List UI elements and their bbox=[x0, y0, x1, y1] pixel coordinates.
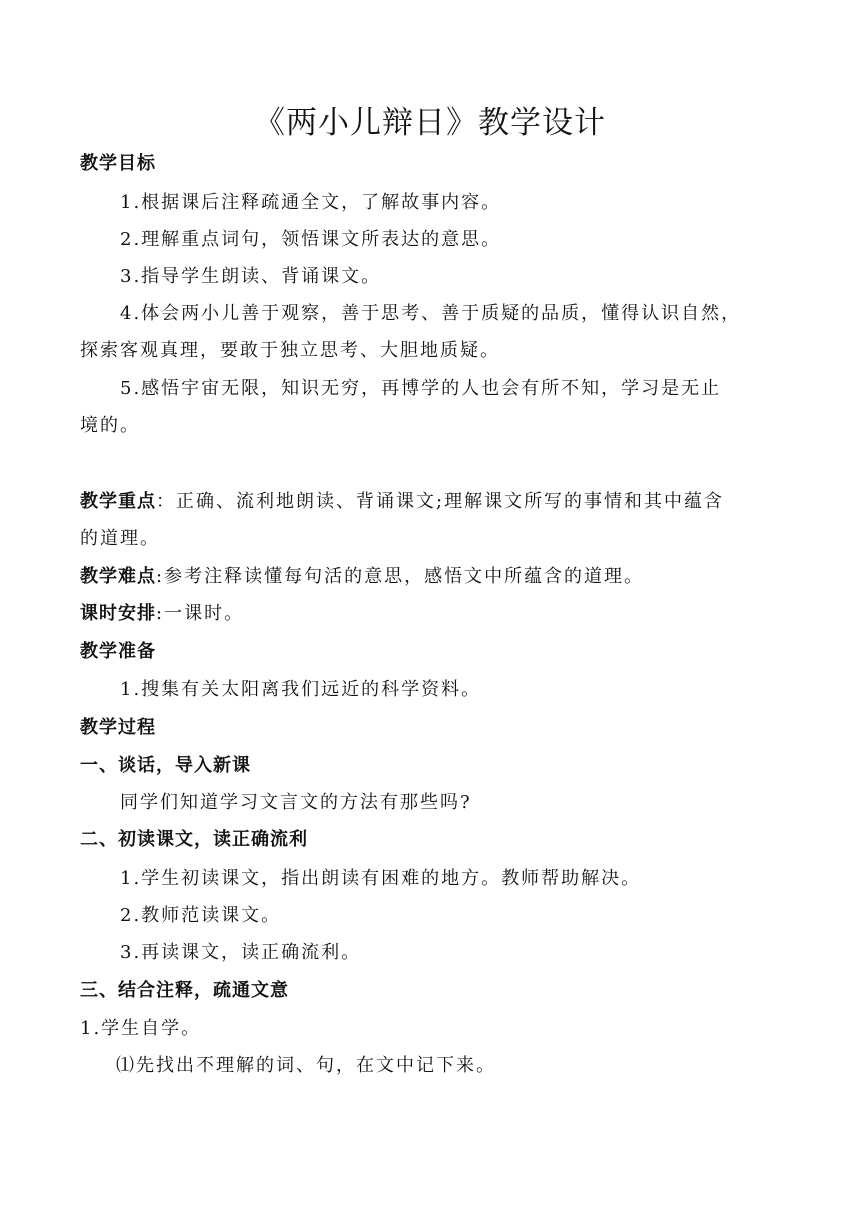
section-1-heading: 一、谈话，导入新课 bbox=[80, 755, 251, 776]
difficulties-text: :参考注释读懂每句活的意思，感悟文中所蕴含的道理。 bbox=[156, 566, 645, 587]
objective-item-3: 3.指导学生朗读、背诵课文。 bbox=[120, 266, 382, 287]
section-2-item-1: 1.学生初读课文，指出朗读有困难的地方。教师帮助解决。 bbox=[120, 868, 642, 889]
section-3-heading: 三、结合注释，疏通文意 bbox=[80, 980, 289, 1001]
objective-item-4-cont: 探索客观真理，要敢于独立思考、大胆地质疑。 bbox=[80, 340, 500, 361]
section-2-heading: 二、初读课文，读正确流利 bbox=[80, 829, 308, 850]
objective-item-4: 4.体会两小儿善于观察，善于思考、善于质疑的品质，懂得认识自然， bbox=[120, 303, 742, 324]
schedule-text: :一课时。 bbox=[156, 603, 245, 624]
preparation-heading: 教学准备 bbox=[80, 641, 156, 662]
key-points-label: 教学重点 bbox=[80, 491, 156, 512]
objective-item-5-cont: 境的。 bbox=[80, 415, 140, 436]
key-points-text: ：正确、流利地朗读、背诵课文;理解课文所写的事情和其中蕴含 bbox=[156, 491, 725, 512]
difficulties bbox=[80, 564, 790, 590]
document-title: 《两小儿辩日》教学设计 bbox=[254, 105, 606, 141]
schedule bbox=[80, 601, 790, 627]
objective-item-2: 2.理解重点词句，领悟课文所表达的意思。 bbox=[120, 229, 502, 250]
section-3-sub-1: ⑴先找出不理解的词、句，在文中记下来。 bbox=[116, 1055, 496, 1076]
key-points bbox=[80, 489, 790, 515]
section-1-text: 同学们知道学习文言文的方法有那些吗? bbox=[120, 792, 472, 813]
section-2-item-2: 2.教师范读课文。 bbox=[120, 905, 282, 926]
objectives-heading: 教学目标 bbox=[80, 153, 156, 174]
preparation-item-1: 1.搜集有关太阳离我们远近的科学资料。 bbox=[120, 679, 482, 700]
key-points-cont: 的道理。 bbox=[80, 528, 160, 549]
section-2-item-3: 3.再读课文，读正确流利。 bbox=[120, 942, 362, 963]
process-heading: 教学过程 bbox=[80, 717, 156, 738]
schedule-label: 课时安排 bbox=[80, 603, 156, 624]
section-3-item-1: 1.学生自学。 bbox=[80, 1018, 202, 1039]
objective-item-1: 1.根据课后注释疏通全文，了解故事内容。 bbox=[120, 192, 502, 213]
objective-item-5: 5.感悟宇宙无限，知识无穷，再博学的人也会有所不知，学习是无止 bbox=[120, 378, 722, 399]
difficulties-label: 教学难点 bbox=[80, 566, 156, 587]
